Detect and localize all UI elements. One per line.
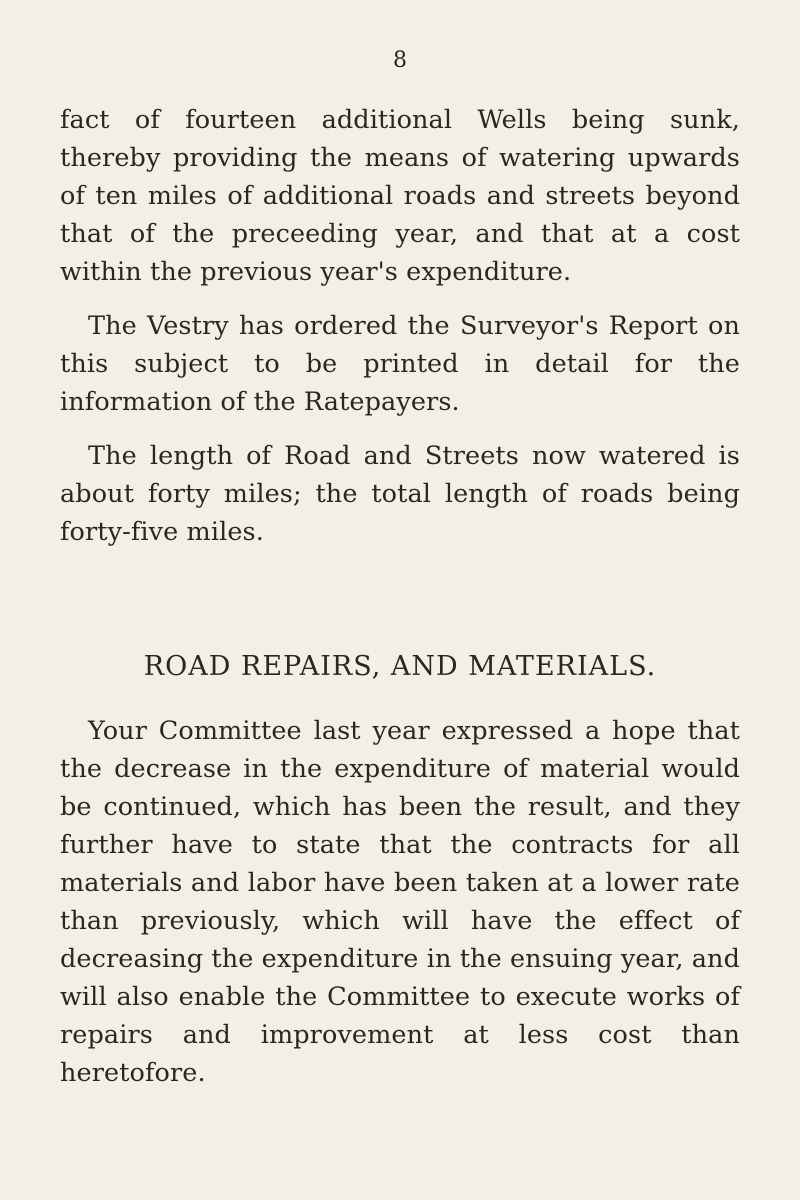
section-heading: ROAD REPAIRS, AND MATERIALS.: [143, 651, 657, 682]
page-number: 8: [393, 48, 407, 73]
section-spacer: [60, 567, 740, 651]
paragraph-surveyor-report: The Vestry has ordered the Surveyor's Report on this subject to be printed in detail for the information of the Ratepayers.: [60, 311, 740, 417]
paragraph-wells: fact of fourteen additional Wells being sunk, thereby providing the means of watering upwards of ten miles of additional roads and streets beyond that of the preceeding year, and that at a cost within the previous year's expenditure.: [60, 105, 740, 287]
paragraph-road-repairs: Your Committee last year expressed a hope that the decrease in the expenditure of material would be continued, which has been the result, and they further have to state that the contracts for all materials and labor have been taken at a lower rate than previously, which will have the effect of decreasing the expenditure in the ensuing year, and will also enable the Committee to execute works of repairs and improvement at less cost than heretofore.: [60, 716, 740, 1088]
paragraph-road-length: The length of Road and Streets now watered is about forty miles; the total length of roads being forty-five miles.: [60, 441, 740, 547]
